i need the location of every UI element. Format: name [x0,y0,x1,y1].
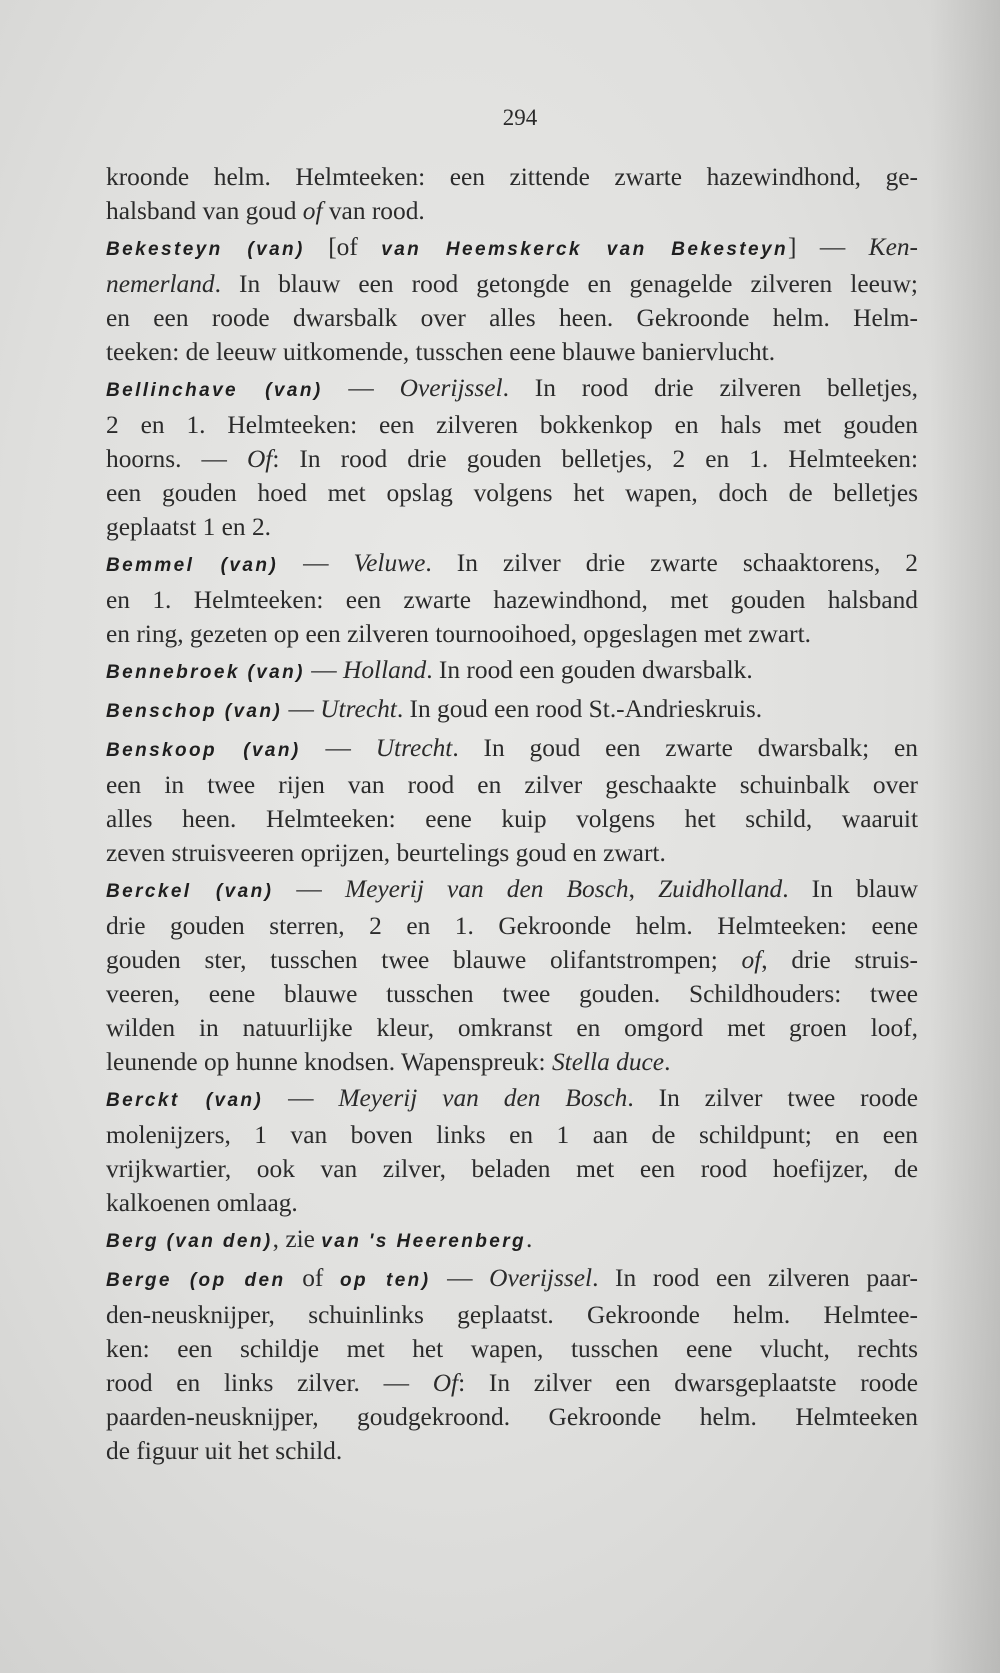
italic-text: Meyerij van den Bosch [344,875,629,903]
text-run: leunende op hunne knodsen. Wapenspreuk: [106,1048,552,1076]
text-line [106,909,918,943]
family-name: Berckel (van) [106,881,274,902]
text-run: hoorns. — [106,445,247,473]
italic-text: Veluwe [353,549,426,577]
text-line [106,1261,918,1298]
text-run: . In zilver drie zwarte schaaktorens, 2 [425,549,919,577]
text-run: — [300,734,376,762]
text-run: ] — [787,233,869,261]
italic-text: Zuidholland [658,875,783,903]
text-run: paarden-neusknijper, goudgekroond. Gekroonde helm. Helmteeken [106,1403,918,1431]
text-run: — [304,656,343,684]
italic-text: Ken- [868,233,918,261]
text-run: . In goud een rood St.-Andrieskruis. [396,695,763,723]
italic-text: Meyerij van den Bosch [338,1084,628,1112]
text-run: — [278,549,354,577]
text-line [106,731,918,768]
text-line [106,510,918,544]
text-run: . [664,1048,671,1076]
text-run: — [263,1084,339,1112]
text-line [106,802,918,836]
family-name: op ten) [340,1270,431,1291]
family-name: Berg (van den) [106,1231,273,1252]
family-name: Bemmel (van) [106,555,279,576]
italic-text: Stella duce [551,1048,665,1076]
text-line [106,160,918,194]
italic-text: of [302,197,323,225]
text-line [106,1366,918,1400]
text-run: ken: een schildje met het wapen, tusschen eene vlucht, rechts [106,1335,918,1363]
text-line [106,301,918,335]
italic-text: nemerland [106,270,215,298]
text-run: alles heen. Helmteeken: eene kuip volgens het schild, waaruit [106,805,918,833]
text-block [106,160,918,1468]
text-line [106,1186,918,1220]
text-run: , [628,875,659,903]
text-run: een in twee rijen van rood en zilver geschaakte schuinbalk over [106,771,918,799]
text-line [106,768,918,802]
text-run: . In goud een zwarte dwarsbalk; en [452,734,918,762]
family-name: Berge (op den [106,1270,286,1291]
text-run: teeken: de leeuw uitkomende, tusschen eene blauwe baniervlucht. [106,338,776,366]
text-line [106,230,918,267]
text-line [106,1332,918,1366]
text-run: de figuur uit het schild. [106,1437,343,1465]
family-name: van Heemskerck van Bekesteyn [381,239,788,260]
text-run: drie gouden sterren, 2 en 1. Gekroonde helm. Helmteeken: eene [106,912,918,940]
text-run: , zie [272,1225,322,1253]
text-line [106,943,918,977]
text-line [106,692,918,729]
family-name: van 's Heerenberg [321,1231,527,1252]
text-line [106,408,918,442]
text-run: halsband van goud [106,197,303,225]
italic-text: Of [432,1369,459,1397]
italic-text: of [741,946,762,974]
text-run: zeven struisveeren oprijzen, beurtelings goud en zwart. [106,839,666,867]
text-run: — [322,374,400,402]
text-run: — [282,695,321,723]
text-run: vrijkwartier, ook van zilver, beladen met een rood hoefijzer, de [106,1155,918,1183]
italic-text: Of [246,445,273,473]
text-line [106,267,918,301]
text-line [106,1400,918,1434]
italic-text: Holland [342,656,427,684]
text-line [106,442,918,476]
text-run: : In rood drie gouden belletjes, 2 en 1. Helmteeken: [272,445,918,473]
text-line [106,872,918,909]
text-run: . [526,1225,533,1253]
text-line [106,1081,918,1118]
text-run: : In zilver een dwarsgeplaatste roode [458,1369,919,1397]
text-line [106,836,918,870]
italic-text: Utrecht [320,695,397,723]
text-run: veeren, eene blauwe tusschen twee gouden. Schildhouders: twee [106,980,918,1008]
italic-text: Overijssel [489,1264,593,1292]
text-line [106,1298,918,1332]
text-run: geplaatst 1 en 2. [106,513,271,541]
text-run: — [430,1264,490,1292]
text-run: molenijzers, 1 van boven links en 1 aan de schildpunt; en een [106,1121,918,1149]
family-name: Benschop (van) [106,701,283,722]
text-run: van rood. [322,197,425,225]
italic-text: Utrecht [375,734,453,762]
text-line [106,1118,918,1152]
italic-text: Overijssel [399,374,503,402]
family-name: Bennebroek (van) [106,662,305,683]
family-name: Berckt (van) [106,1090,264,1111]
text-line [106,1222,918,1259]
text-run: kroonde helm. Helmteeken: een zittende zwarte hazewindhond, ge- [106,163,918,191]
text-line [106,977,918,1011]
text-run: een gouden hoed met opslag volgens het wapen, doch de belletjes [106,479,918,507]
text-line [106,583,918,617]
text-run: en 1. Helmteeken: een zwarte hazewindhond, met gouden halsband [106,586,918,614]
text-run: of [285,1264,340,1292]
text-run: [of [304,233,382,261]
text-line [106,194,918,228]
text-run: wilden in natuurlijke kleur, omkranst en omgord met groen loof, [106,1014,918,1042]
text-line [106,546,918,583]
text-line [106,1011,918,1045]
page-number: 294 [502,105,538,130]
text-run: . In rood een gouden dwarsbalk. [426,656,753,684]
text-run: 2 en 1. Helmteeken: een zilveren bokkenkop en hals met gouden [106,411,918,439]
text-line [106,335,918,369]
text-line [106,1152,918,1186]
text-run: kalkoenen omlaag. [106,1189,298,1217]
text-line [106,617,918,651]
text-run: gouden ster, tusschen twee blauwe olifantstrompen; [106,946,742,974]
text-line [106,1045,918,1079]
text-run: en een roode dwarsbalk over alles heen. Gekroonde helm. Helm- [106,304,918,332]
text-line [106,476,918,510]
text-run: — [273,875,345,903]
text-run: . In blauw [782,875,918,903]
text-run: . In rood drie zilveren belletjes, [502,374,919,402]
family-name: Bekesteyn (van) [106,239,305,260]
text-run: . In zilver twee roode [627,1084,918,1112]
family-name: Benskoop (van) [106,740,301,761]
text-run: . In rood een zilveren paar- [592,1264,918,1292]
family-name: Bellinchave (van) [106,380,323,401]
text-run: . In blauw een rood getongde en genagelde zilveren leeuw; [214,270,918,298]
text-run: den-neusknijper, schuinlinks geplaatst. Gekroonde helm. Helmtee- [106,1301,918,1329]
text-run: en ring, gezeten op een zilveren tournooihoed, opgeslagen met zwart. [106,620,812,648]
page-edge-shadow [930,0,1000,1673]
text-line [106,371,918,408]
text-line [106,1434,918,1468]
text-run: , drie struis- [761,946,919,974]
text-line [106,653,918,690]
text-run: rood en links zilver. — [106,1369,433,1397]
